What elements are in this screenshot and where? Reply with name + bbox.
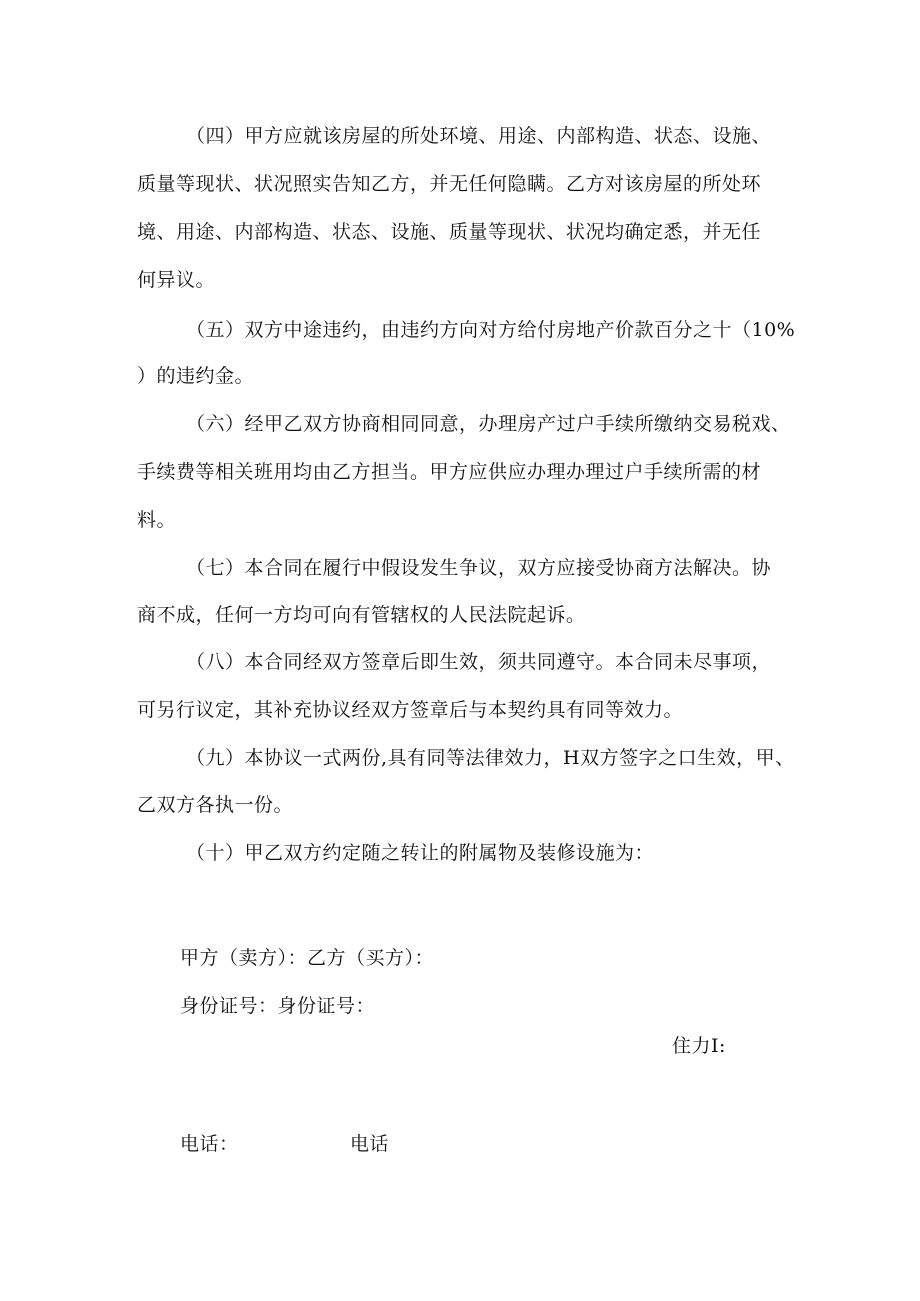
clause-five-line-1: （五）双方中途违约，由违约方向对方给付房地产价款百分之十（10%: [186, 319, 796, 341]
clause-six-line-2: 手续费等相关班用均由乙方担当。甲方应供应办理办理过户手续所需的材: [137, 461, 762, 483]
clause-five-line-2: ）的违约金。: [137, 365, 255, 387]
clause-eight-line-1: （八）本合同经双方签章后即生效，须共同遵守。本合同未尽事项，: [186, 651, 772, 673]
signature-parties: 甲方（卖方）：乙方（买方）：: [180, 947, 435, 969]
clause-seven-line-1: （七）本合同在履行中假设发生争议，双方应接受协商方法解决。协: [186, 557, 772, 579]
clause-eight-line-2: 可另行议定，其补充协议经双方签章后与本契约具有同等效力。: [137, 699, 684, 721]
clause-four-line-4: 何异议。: [137, 269, 216, 291]
signature-id-numbers: 身份证号：身份证号：: [180, 995, 376, 1017]
signature-address: 住力I:: [672, 1035, 726, 1057]
signature-phone-a: 电话：: [180, 1133, 239, 1155]
clause-seven-line-2: 商不成，任何一方均可向有管辖权的人民法院起诉。: [137, 604, 586, 626]
clause-four-line-1: （四）甲方应就该房屋的所处环境、用途、内部构造、状态、设施、: [186, 125, 772, 147]
clause-ten-line-1: （十）甲乙双方约定随之转让的附属物及装修设施为：: [186, 842, 655, 864]
clause-six-line-3: 料。: [137, 509, 177, 531]
signature-phone-b: 电话: [350, 1133, 390, 1155]
clause-six-line-1: （六）经甲乙双方协商相同同意，办理房产过户手续所缴纳交易税戏、: [186, 413, 791, 435]
clause-four-line-3: 境、用途、内部构造、状态、设施、质量等现状、状况均确定悉，并无任: [137, 221, 762, 243]
clause-nine-line-2: 乙双方各执一份。: [137, 794, 294, 816]
clause-four-line-2: 质量等现状、状况照实告知乙方，并无任何隐瞒。乙方对该房屋的所处环: [137, 173, 762, 195]
clause-nine-line-1: （九）本协议一式两份,具有同等法律效力，H双方签字之口生效，甲、: [186, 747, 795, 769]
